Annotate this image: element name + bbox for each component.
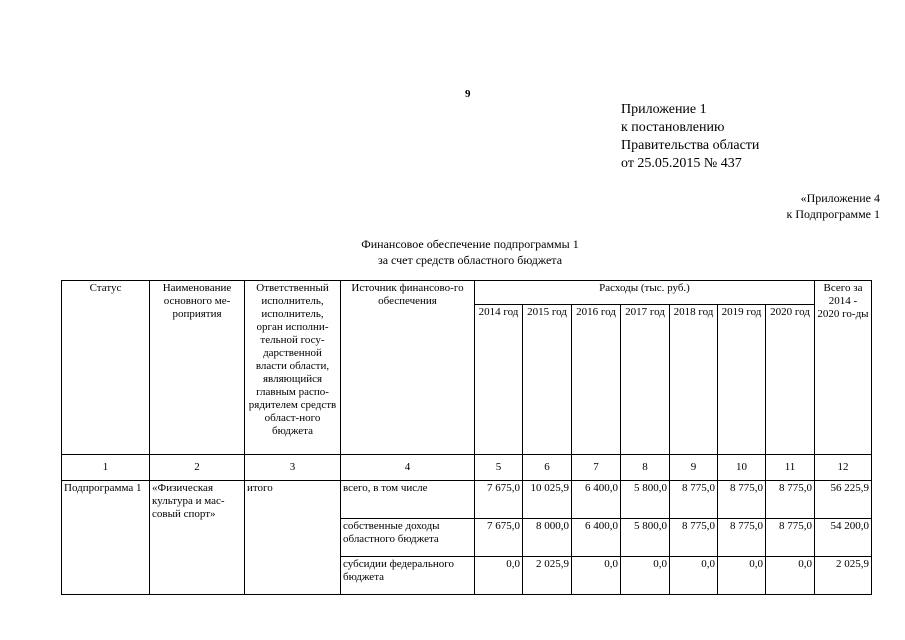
total-cell: 54 200,0: [815, 519, 872, 557]
value-cell: 0,0: [766, 557, 815, 595]
page-number: 9: [465, 88, 471, 100]
total-cell: 56 225,9: [815, 481, 872, 519]
value-cell: 2 025,9: [523, 557, 572, 595]
title-line-2: за счет средств областного бюджета: [377, 253, 563, 267]
column-number: 7: [572, 455, 621, 481]
value-cell: 10 025,9: [523, 481, 572, 519]
funding-source: собственные доходы областного бюджета: [341, 519, 475, 557]
header-year: 2016 год: [572, 305, 621, 455]
appendix-block: [621, 101, 759, 173]
appendix-line: от 25.05.2015 № 437: [621, 156, 742, 171]
table-row: [62, 481, 872, 519]
value-cell: 8 775,0: [670, 519, 718, 557]
header-executor: Ответственный исполнитель, исполнитель, орган исполни-тельной госу-дарственной власти области, являющийся главным распо-рядителем средств област-ного бюджета: [245, 281, 341, 455]
value-cell: 0,0: [670, 557, 718, 595]
value-cell: 5 800,0: [621, 519, 670, 557]
column-number: 8: [621, 455, 670, 481]
column-number: 2: [150, 455, 245, 481]
appendix-line: Приложение 1: [621, 102, 707, 117]
header-year: 2014 год: [475, 305, 523, 455]
header-year: 2017 год: [621, 305, 670, 455]
value-cell: 8 775,0: [766, 519, 815, 557]
value-cell: 8 775,0: [670, 481, 718, 519]
value-cell: 8 000,0: [523, 519, 572, 557]
column-number: 10: [718, 455, 766, 481]
header-total: Всего за 2014 - 2020 го-ды: [815, 281, 872, 455]
value-cell: 0,0: [718, 557, 766, 595]
title-line-1: Финансовое обеспечение подпрограммы 1: [361, 237, 579, 251]
header-source: Источник финансово-го обеспечения: [341, 281, 475, 455]
value-cell: 5 800,0: [621, 481, 670, 519]
funding-source: субсидии федерального бюджета: [341, 557, 475, 595]
value-cell: 7 675,0: [475, 481, 523, 519]
value-cell: 0,0: [475, 557, 523, 595]
reference-line: к Подпрограмме 1: [786, 207, 880, 221]
document-title: [260, 236, 680, 268]
appendix-line: Правительства области: [621, 138, 760, 153]
value-cell: 8 775,0: [718, 519, 766, 557]
value-cell: 0,0: [572, 557, 621, 595]
value-cell: 8 775,0: [766, 481, 815, 519]
column-number: 5: [475, 455, 523, 481]
budget-table: [61, 280, 872, 595]
value-cell: 6 400,0: [572, 519, 621, 557]
appendix-line: к постановлению: [621, 120, 725, 135]
column-number-row: [62, 455, 872, 481]
header-year: 2018 год: [670, 305, 718, 455]
column-number: 3: [245, 455, 341, 481]
program-status: Подпрограмма 1: [62, 481, 150, 595]
program-executor: итого: [245, 481, 341, 595]
funding-source: всего, в том числе: [341, 481, 475, 519]
column-number: 6: [523, 455, 572, 481]
value-cell: 7 675,0: [475, 519, 523, 557]
header-year: 2015 год: [523, 305, 572, 455]
header-expenses: Расходы (тыс. руб.): [475, 281, 815, 305]
column-number: 12: [815, 455, 872, 481]
reference-block: [787, 190, 880, 222]
header-year: 2020 год: [766, 305, 815, 455]
header-status: Статус: [62, 281, 150, 455]
column-number: 9: [670, 455, 718, 481]
header-name: Наименование основного ме-роприятия: [150, 281, 245, 455]
column-number: 11: [766, 455, 815, 481]
reference-line: «Приложение 4: [800, 191, 880, 205]
value-cell: 6 400,0: [572, 481, 621, 519]
program-name: «Физическая культура и мас-совый спорт»: [150, 481, 245, 595]
total-cell: 2 025,9: [815, 557, 872, 595]
header-year: 2019 год: [718, 305, 766, 455]
value-cell: 0,0: [621, 557, 670, 595]
column-number: 4: [341, 455, 475, 481]
value-cell: 8 775,0: [718, 481, 766, 519]
column-number: 1: [62, 455, 150, 481]
